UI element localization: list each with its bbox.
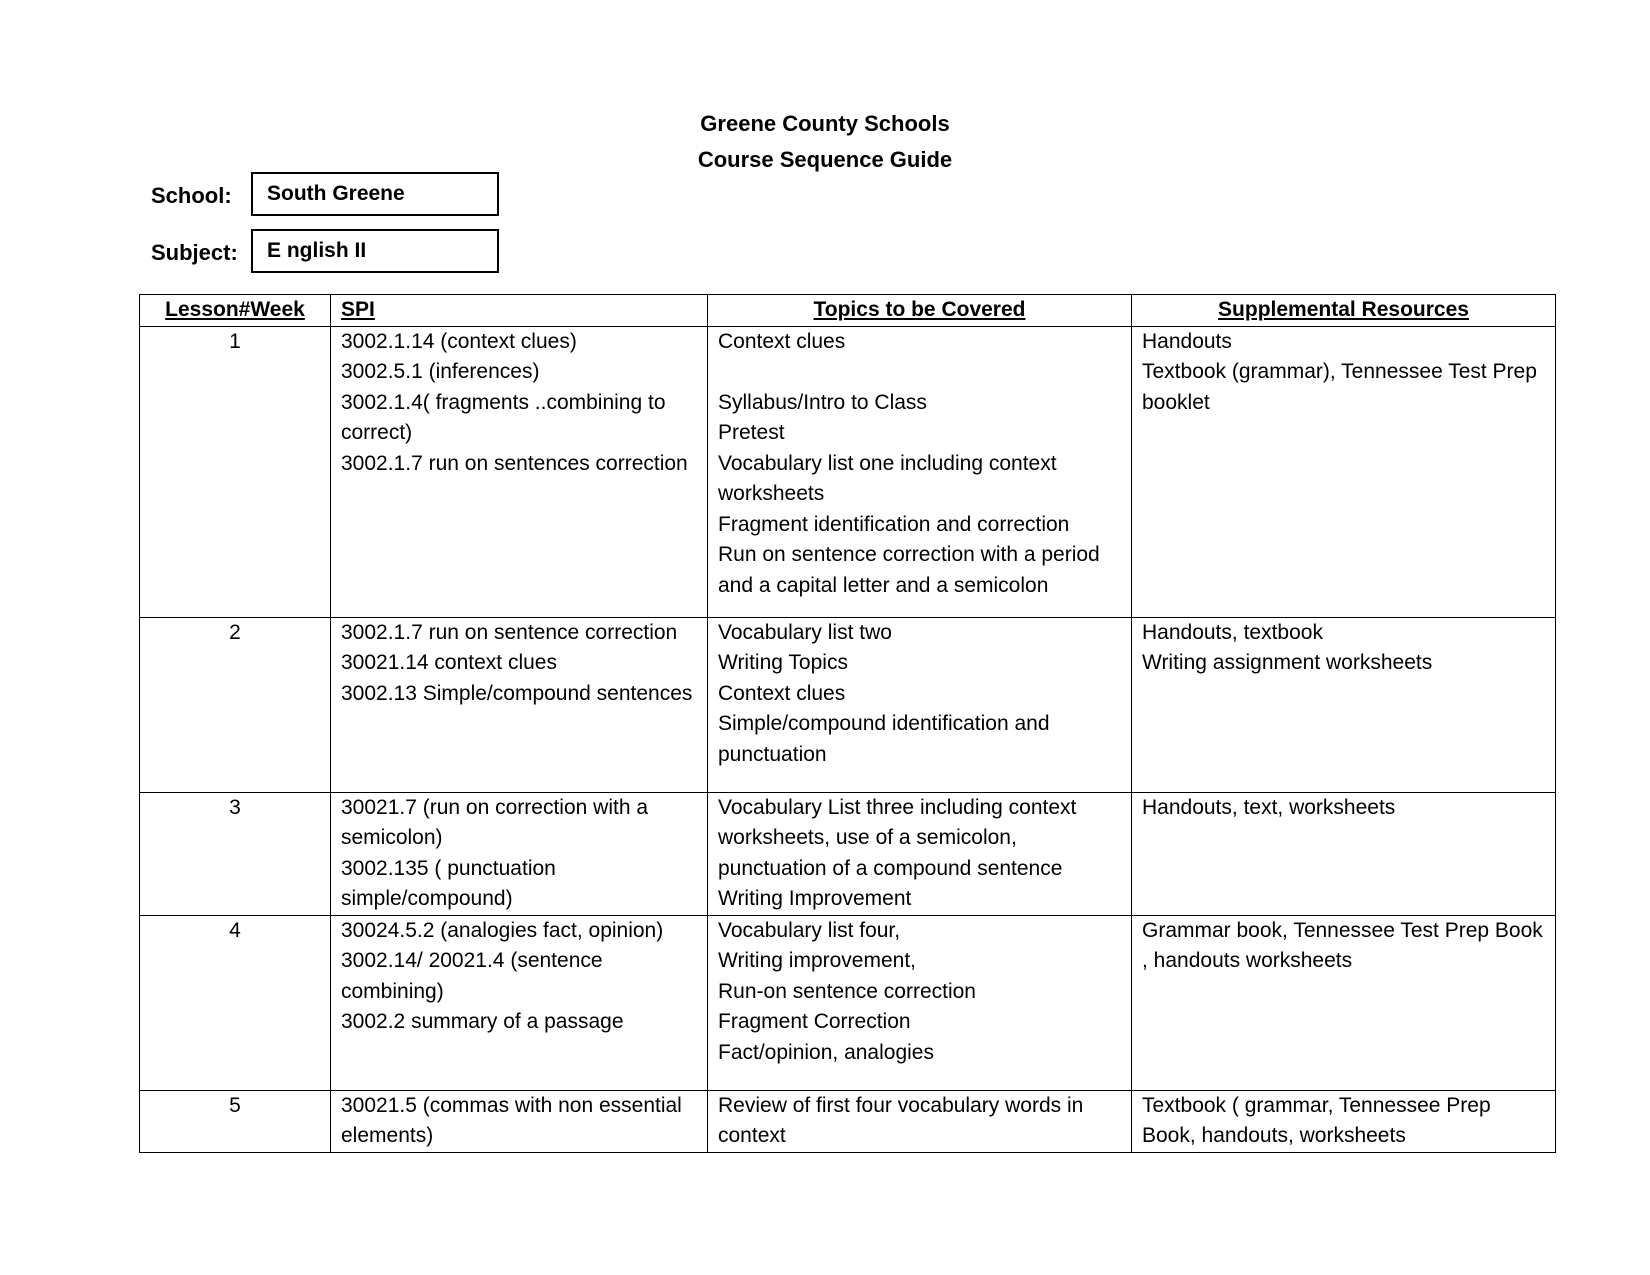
spi-line: 3002.14/ 20021.4 (sentence combining)	[341, 949, 603, 1003]
table-header-row	[140, 295, 1556, 327]
spi-line: 3002.1.14 (context clues)	[341, 329, 577, 353]
topics-line: Vocabulary list one including context worksheets	[718, 451, 1057, 505]
cell-week: 1	[140, 326, 331, 617]
cell-topics	[708, 1090, 1132, 1152]
header-topics: Topics to be Covered	[708, 295, 1132, 327]
cell-spi	[331, 617, 708, 792]
cell-spi	[331, 915, 708, 1090]
subject-value-box: E nglish II	[251, 229, 499, 273]
table-row	[140, 792, 1556, 915]
cell-week: 5	[140, 1090, 331, 1152]
header-lesson-week: Lesson#Week	[140, 295, 331, 327]
topics-line: Writing Topics	[718, 651, 848, 674]
cell-week: 3	[140, 792, 331, 915]
spi-line: 3002.13 Simple/compound sentences	[341, 681, 693, 705]
resources-line: Handouts, text, worksheets	[1142, 795, 1396, 819]
header-resources: Supplemental Resources	[1132, 295, 1556, 327]
topics-line: Review of first four vocabulary words in context	[718, 1093, 1084, 1147]
spi-line: 3002.1.7 run on sentences correction	[341, 451, 688, 475]
spi-line: 30024.5.2 (analogies fact, opinion)	[341, 918, 664, 942]
topics-line: Vocabulary list two	[718, 620, 892, 644]
document-subtitle: Course Sequence Guide	[697, 147, 953, 172]
school-label: School:	[151, 183, 232, 208]
school-value-box: South Greene	[251, 172, 499, 216]
cell-week: 4	[140, 915, 331, 1090]
table-row	[140, 326, 1556, 617]
topics-line	[718, 357, 1121, 388]
topics-line: Writing improvement,	[718, 949, 917, 972]
topics-line: Vocabulary List three including context worksheets, use of a semicolon, punctuation of a compound sentence	[718, 795, 1077, 880]
cell-spi	[331, 792, 708, 915]
spi-line: 3002.135 ( punctuation simple/compound)	[341, 856, 556, 910]
topics-line: Context clues	[718, 329, 846, 353]
spi-line: 3002.5.1 (inferences)	[341, 360, 540, 383]
cell-topics	[708, 326, 1132, 617]
table-row	[140, 915, 1556, 1090]
header-spi: SPI	[331, 295, 708, 327]
cell-spi	[331, 1090, 708, 1152]
topics-line: Run on sentence correction with a period and a capital letter and a semicolon	[718, 543, 1100, 597]
resources-line: Handouts	[1142, 329, 1232, 353]
spi-line: 30021.5 (commas with non essential elements)	[341, 1093, 682, 1147]
table-row	[140, 617, 1556, 792]
document-title: Greene County Schools	[700, 111, 950, 136]
spi-line: 30021.14 context clues	[341, 651, 557, 674]
cell-topics	[708, 617, 1132, 792]
cell-resources	[1132, 1090, 1556, 1152]
topics-line: Fragment identification and correction	[718, 512, 1070, 536]
resources-line: Grammar book, Tennessee Test Prep Book , handouts worksheets	[1142, 918, 1543, 972]
course-sequence-table	[139, 294, 1556, 1153]
spi-line: 3002.1.4( fragments ..combining to correct)	[341, 390, 666, 444]
topics-line: Fact/opinion, analogies	[718, 1040, 934, 1064]
cell-resources	[1132, 915, 1556, 1090]
resources-line: Writing assignment worksheets	[1142, 651, 1433, 674]
topics-line: Writing Improvement	[718, 887, 912, 910]
topics-line: Run-on sentence correction	[718, 979, 976, 1003]
topics-line: Vocabulary list four,	[718, 918, 901, 942]
cell-week: 2	[140, 617, 331, 792]
topics-line: Pretest	[718, 421, 785, 444]
spi-line: 30021.7 (run on correction with a semicolon)	[341, 795, 649, 849]
topics-line: Context clues	[718, 681, 846, 705]
subject-label: Subject:	[151, 240, 238, 265]
cell-spi	[331, 326, 708, 617]
resources-line: Textbook ( grammar, Tennessee Prep Book, handouts, worksheets	[1142, 1093, 1491, 1147]
cell-topics	[708, 792, 1132, 915]
spi-line: 3002.2 summary of a passage	[341, 1010, 624, 1033]
cell-resources	[1132, 792, 1556, 915]
spi-line: 3002.1.7 run on sentence correction	[341, 620, 678, 644]
table-row	[140, 1090, 1556, 1152]
resources-line: Handouts, textbook	[1142, 620, 1323, 644]
cell-topics	[708, 915, 1132, 1090]
resources-line: Textbook (grammar), Tennessee Test Prep booklet	[1142, 360, 1537, 414]
cell-resources	[1132, 617, 1556, 792]
cell-resources	[1132, 326, 1556, 617]
topics-line: Fragment Correction	[718, 1010, 911, 1033]
table-body	[140, 326, 1556, 1152]
topics-line: Syllabus/Intro to Class	[718, 390, 927, 414]
topics-line: Simple/compound identification and punctuation	[718, 712, 1050, 766]
